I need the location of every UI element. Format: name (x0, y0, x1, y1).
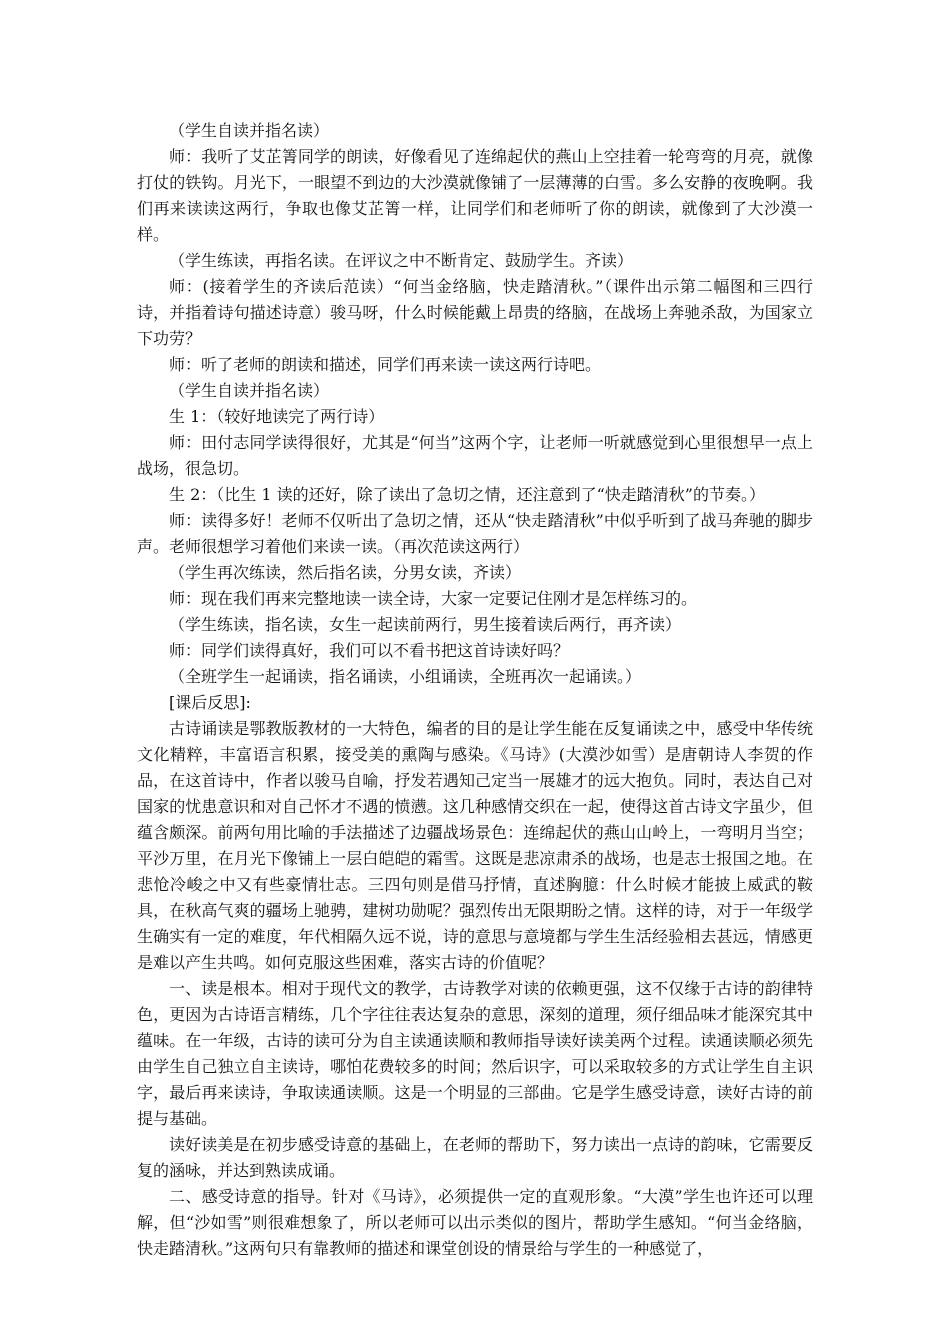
paragraph: （学生再次练读，然后指名读，分男女读，齐读） (169, 563, 522, 582)
paragraph: 一、读是根本。相对于现代文的教学，古诗教学对读的依赖更强，这不仅缘于古诗的韵律特色，更因为古诗语言精练，几个字往往表达复杂的意思，深刻的道理，须仔细品味才能深究其中蕴味。在一年级，古诗的读可分为自主读通读顺和教师指导读好读美两个过程。读通读顺必须先由学生自己独立自主读诗，哪怕花费较多的时间；然后识字，可以采取较多的方式让学生自主识字，最后再来读诗，争取读通读顺。这是一个明显的三部曲。它是学生感受诗意，读好古诗的前提与基础。 (137, 979, 813, 1128)
document-page (137, 118, 813, 1262)
paragraph: 师：同学们读得真好，我们可以不看书把这首诗读好吗？ (169, 641, 570, 660)
paragraph: （学生自读并指名读） (169, 121, 330, 140)
paragraph: 师：现在我们再来完整地读一读全诗，大家一定要记住刚才是怎样练习的。 (169, 589, 698, 608)
paragraph: （学生练读，再指名读。在评议之中不断肯定、鼓励学生。齐读） (169, 251, 634, 270)
paragraph: 师：(接着学生的齐读后范读）“何当金络脑，快走踏清秋。”（课件出示第二幅图和三四行诗，并指着诗句描述诗意）骏马呀，什么时候能戴上昂贵的络脑，在战场上奔驰杀敌，为国家立下功劳？ (137, 277, 813, 348)
section-heading: [课后反思]: (169, 693, 251, 712)
paragraph: 读好读美是在初步感受诗意的基础上，在老师的帮助下，努力读出一点诗的韵味，它需要反复的涵咏，并达到熟读成诵。 (137, 1135, 813, 1180)
paragraph: 生 2：（比生 1 读的还好，除了读出了急切之情，还注意到了“快走踏清秋”的节奏。） (169, 485, 765, 504)
paragraph: （全班学生一起诵读，指名诵读，小组诵读，全班再次一起诵读。） (169, 667, 642, 686)
paragraph: （学生自读并指名读） (169, 381, 330, 400)
paragraph: 师：我听了艾芷箐同学的朗读，好像看见了连绵起伏的燕山上空挂着一轮弯弯的月亮，就像打仗的铁钩。月光下，一眼望不到边的大沙漠就像铺了一层薄薄的白雪。多么安静的夜晚啊。我们再来读读这两行，争取也像艾芷箐一样，让同学们和老师听了你的朗读，就像到了大沙漠一样。 (137, 147, 813, 244)
paragraph: 师：读得多好！老师不仅听出了急切之情，还从“快走踏清秋”中似乎听到了战马奔驰的脚步声。老师很想学习着他们来读一读。（再次范读这两行） (137, 511, 813, 556)
paragraph: 师：听了老师的朗读和描述，同学们再来读一读这两行诗吧。 (169, 355, 602, 374)
paragraph: 师：田付志同学读得很好，尤其是“何当”这两个字，让老师一听就感觉到心里很想早一点上战场，很急切。 (137, 433, 813, 478)
paragraph: 二、感受诗意的指导。针对《马诗》，必须提供一定的直观形象。“大漠”学生也许还可以理解，但“沙如雪”则很难想象了，所以老师可以出示类似的图片，帮助学生感知。“何当金络脑，快走踏清秋。”这两句只有靠教师的描述和课堂创设的情景给与学生的一种感觉了， (137, 1187, 813, 1258)
paragraph: 古诗诵读是鄂教版教材的一大特色，编者的目的是让学生能在反复诵读之中，感受中华传统文化精粹，丰富语言积累，接受美的熏陶与感染。《马诗》(大漠沙如雪）是唐朝诗人李贺的作品，在这首诗中，作者以骏马自喻，抒发若遇知己定当一展雄才的远大抱负。同时，表达自己对国家的忧患意识和对自己怀才不遇的愤懑。这几种感情交织在一起，使得这首古诗文字虽少，但蕴含颇深。前两句用比喻的手法描述了边疆战场景色：连绵起伏的燕山山岭上，一弯明月当空；平沙万里，在月光下像铺上一层白皑皑的霜雪。这既是悲凉肃杀的战场，也是志士报国之地。在悲怆冷峻之中又有些豪情壮志。三四句则是借马抒情，直述胸臆：什么时候才能披上威武的鞍具，在秋高气爽的疆场上驰骋，建树功勋呢？强烈传出无限期盼之情。这样的诗，对于一年级学生确实有一定的难度，年代相隔久远不说，诗的意思与意境都与学生生活经验相去甚远，情感更是难以产生共鸣。如何克服这些困难，落实古诗的价值呢？ (137, 719, 813, 972)
paragraph: 生 1：（较好地读完了两行诗） (169, 407, 385, 426)
paragraph: （学生练读，指名读，女生一起读前两行，男生接着读后两行，再齐读） (169, 615, 682, 634)
